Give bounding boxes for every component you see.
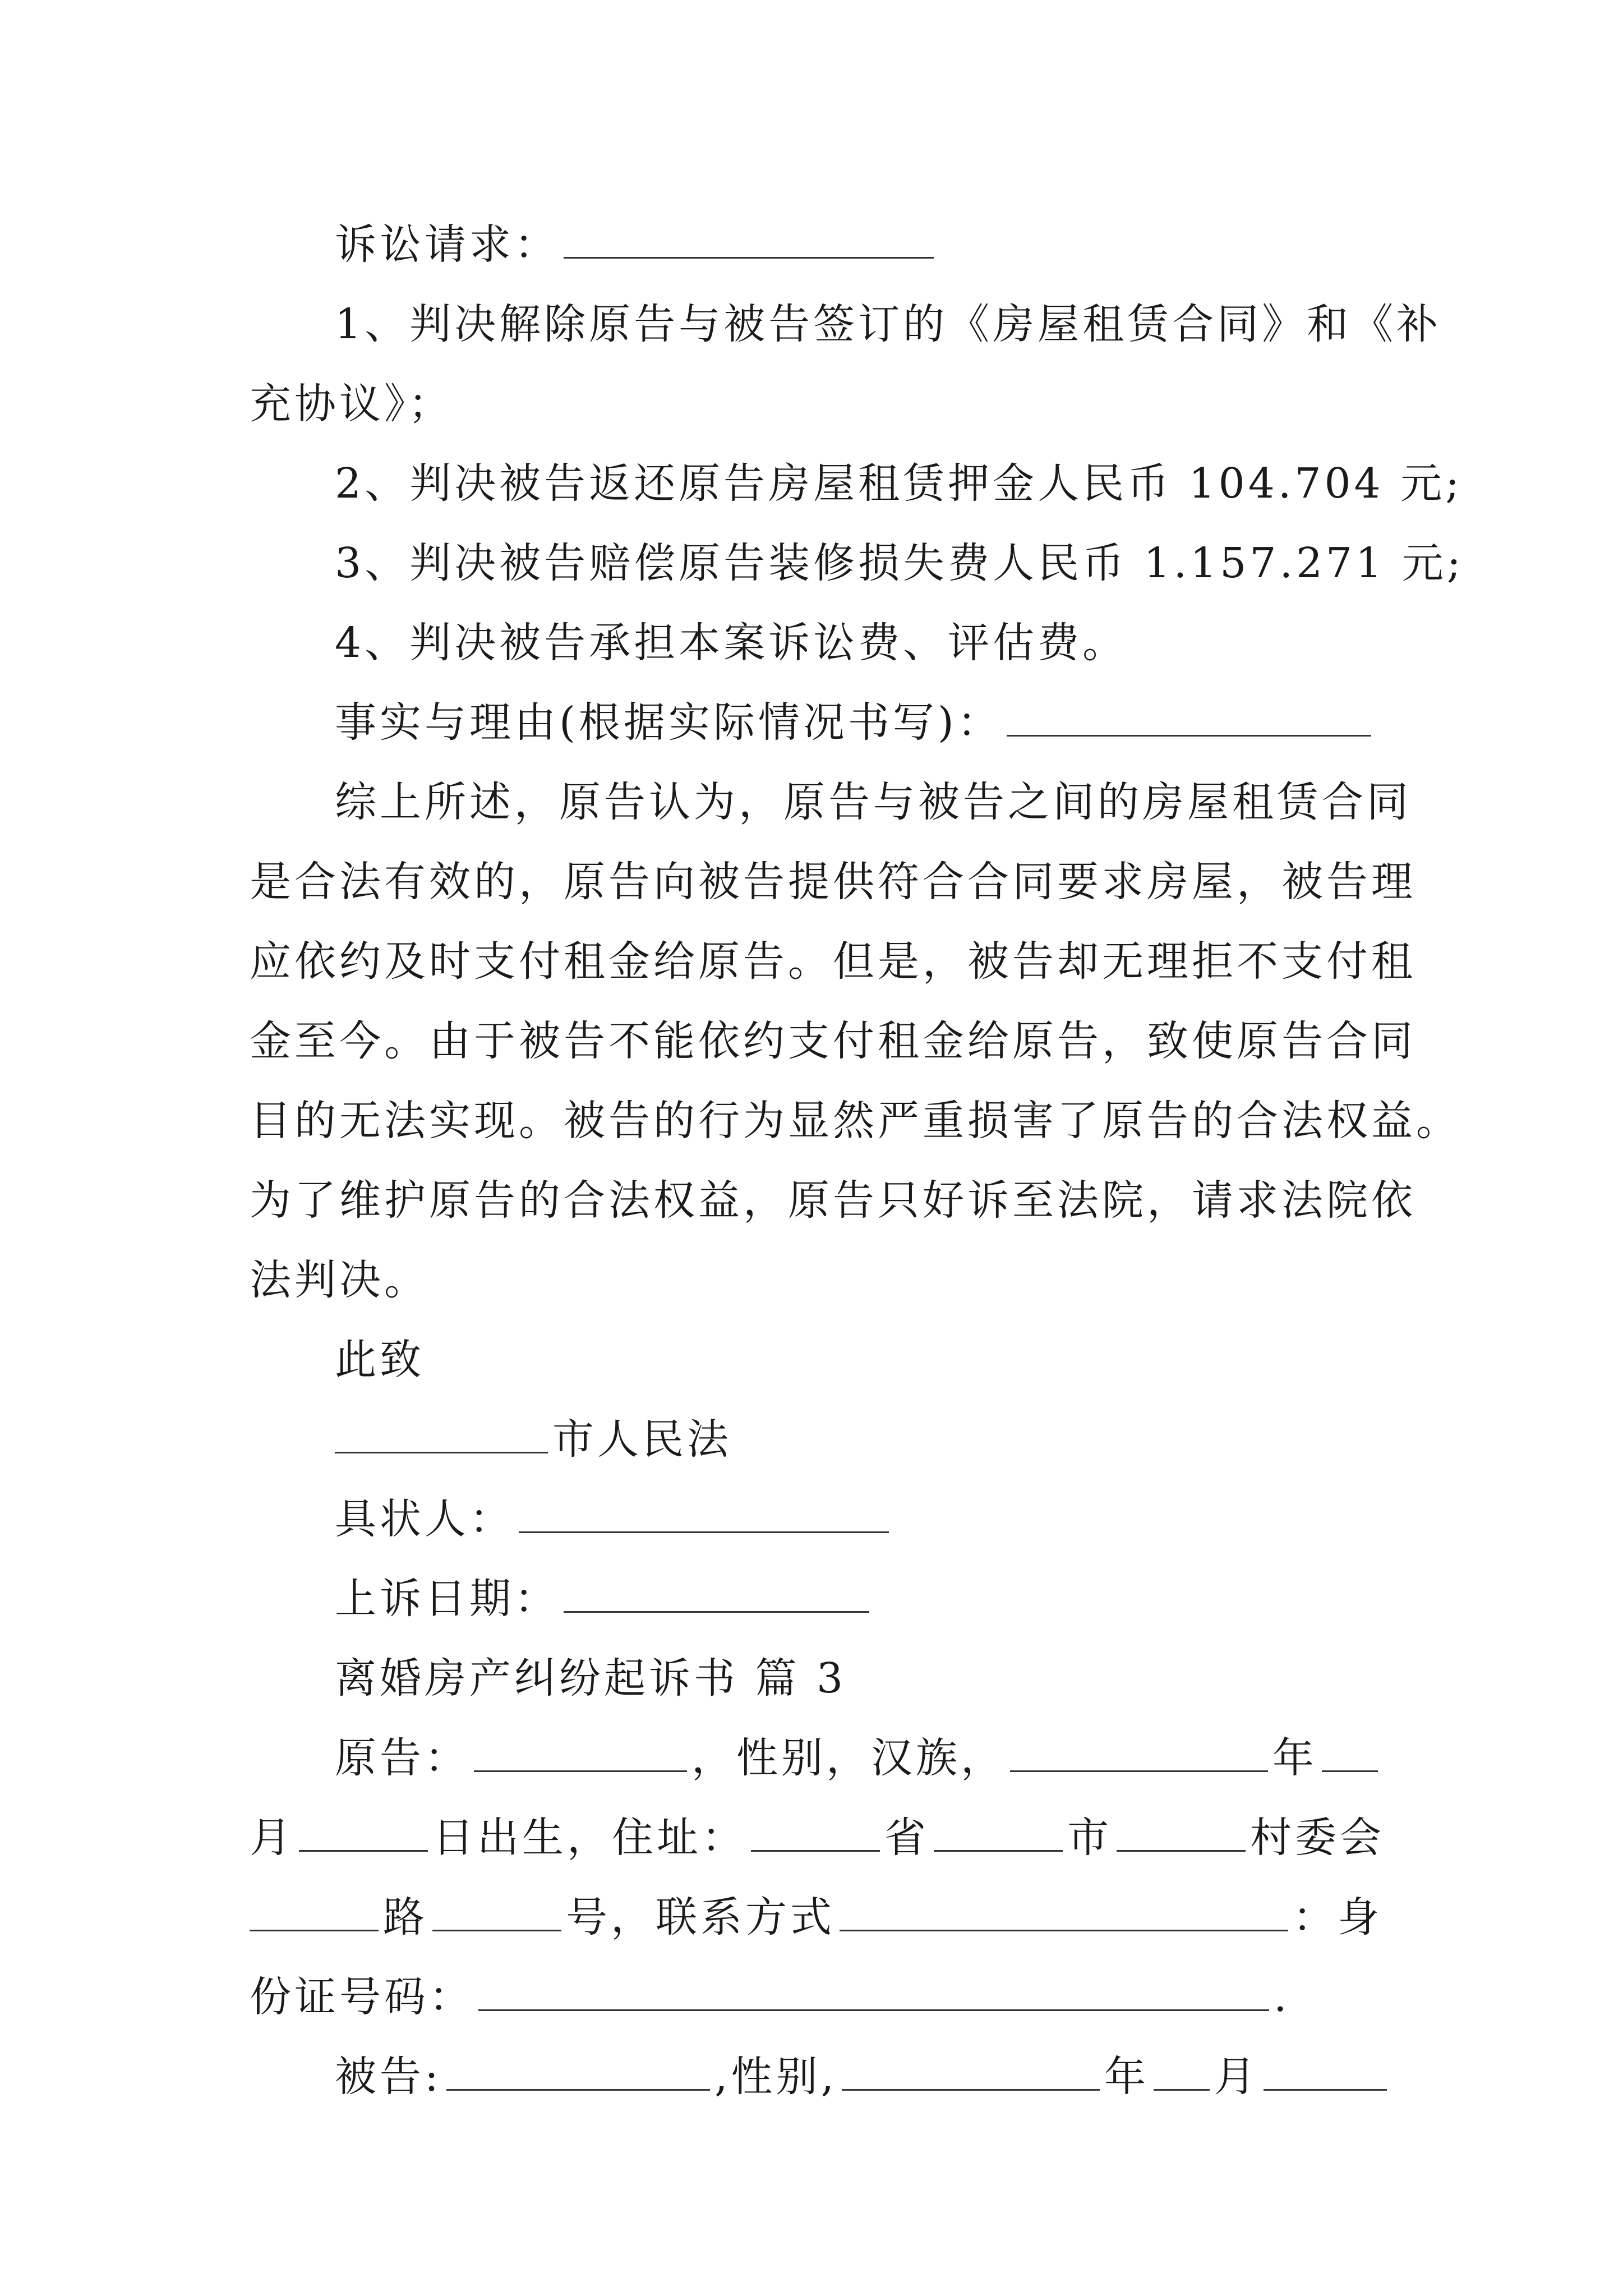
- claim-3: 3、判决被告赔偿原告装修损失费人民币 1.157.271 元;: [335, 539, 1464, 587]
- birth-year-blank[interactable]: [1010, 1732, 1268, 1772]
- summary-paragraph-line: 应依约及时支付租金给原告。但是，被告却无理拒不支付租: [250, 937, 1416, 986]
- salutation: 此致: [335, 1336, 425, 1384]
- summary-paragraph-line: 综上所述，原告认为，原告与被告之间的房屋租赁合同: [335, 778, 1412, 826]
- filing-date-line: 上诉日期：: [250, 1559, 1377, 1639]
- claim-1-cont: 充协议》；: [250, 380, 453, 428]
- facts-blank[interactable]: [1007, 697, 1371, 737]
- facts-heading: 事实与理由(根据实际情况书写)：: [250, 683, 1377, 762]
- court-city-blank[interactable]: [335, 1414, 548, 1453]
- defendant-birth-day-blank[interactable]: [1264, 2051, 1387, 2091]
- defendant-name-blank[interactable]: [446, 2051, 710, 2091]
- summary-paragraph-line: 目的无法实现。被告的行为显然严重损害了原告的合法权益。: [250, 1097, 1461, 1145]
- defendant-birth-year-blank[interactable]: [842, 2051, 1100, 2091]
- village-blank[interactable]: [1117, 1812, 1246, 1852]
- birth-month-blank[interactable]: [1322, 1732, 1378, 1772]
- court-line: 市人民法: [250, 1400, 1377, 1479]
- summary-paragraph-line: 法判决。: [250, 1256, 429, 1304]
- document-body: [250, 205, 1464, 2116]
- summary-paragraph-line: 为了维护原告的合法权益，原告只好诉至法院，请求法院依: [250, 1176, 1416, 1225]
- claims-heading: 诉讼请求：: [250, 205, 1377, 284]
- plaintiff-address-line: 月 日出生，住址： 省 市 村委会: [250, 1798, 1377, 1878]
- signer-blank[interactable]: [519, 1493, 889, 1533]
- province-blank[interactable]: [751, 1812, 880, 1852]
- claim-4: 4、判决被告承担本案诉讼费、评估费。: [335, 619, 1128, 667]
- summary-paragraph-line: 金至今。由于被告不能依约支付租金给原告，致使原告合同: [250, 1017, 1416, 1065]
- claim-1: 1、判决解除原告与被告签订的《房屋租赁合同》和《补: [335, 300, 1442, 348]
- contact-blank[interactable]: [840, 1892, 1288, 1931]
- section-title: 离婚房产纠纷起诉书 篇 3: [335, 1654, 847, 1703]
- filing-date-blank[interactable]: [564, 1573, 869, 1613]
- defendant-birth-month-blank[interactable]: [1154, 2051, 1210, 2091]
- number-blank[interactable]: [432, 1892, 561, 1931]
- plaintiff-id-line: 份证号码： .: [250, 1957, 1377, 2037]
- claims-blank[interactable]: [564, 219, 934, 259]
- plaintiff-name-blank[interactable]: [474, 1732, 687, 1772]
- city-blank[interactable]: [934, 1812, 1063, 1852]
- id-number-blank[interactable]: [478, 1971, 1269, 2011]
- birth-day-blank[interactable]: [299, 1812, 428, 1852]
- defendant-line: 被告: ,性别, 年 月: [250, 2037, 1377, 2116]
- plaintiff-contact-line: 路 号，联系方式 ：身: [250, 1878, 1377, 1957]
- claim-2: 2、判决被告返还原告房屋租赁押金人民币 104.704 元;: [335, 459, 1463, 508]
- plaintiff-signature-line: 具状人：: [250, 1479, 1377, 1559]
- plaintiff-line: 原告： ，性别，汉族， 年: [250, 1718, 1377, 1798]
- road-blank[interactable]: [250, 1892, 379, 1931]
- summary-paragraph-line: 是合法有效的，原告向被告提供符合合同要求房屋，被告理: [250, 858, 1416, 906]
